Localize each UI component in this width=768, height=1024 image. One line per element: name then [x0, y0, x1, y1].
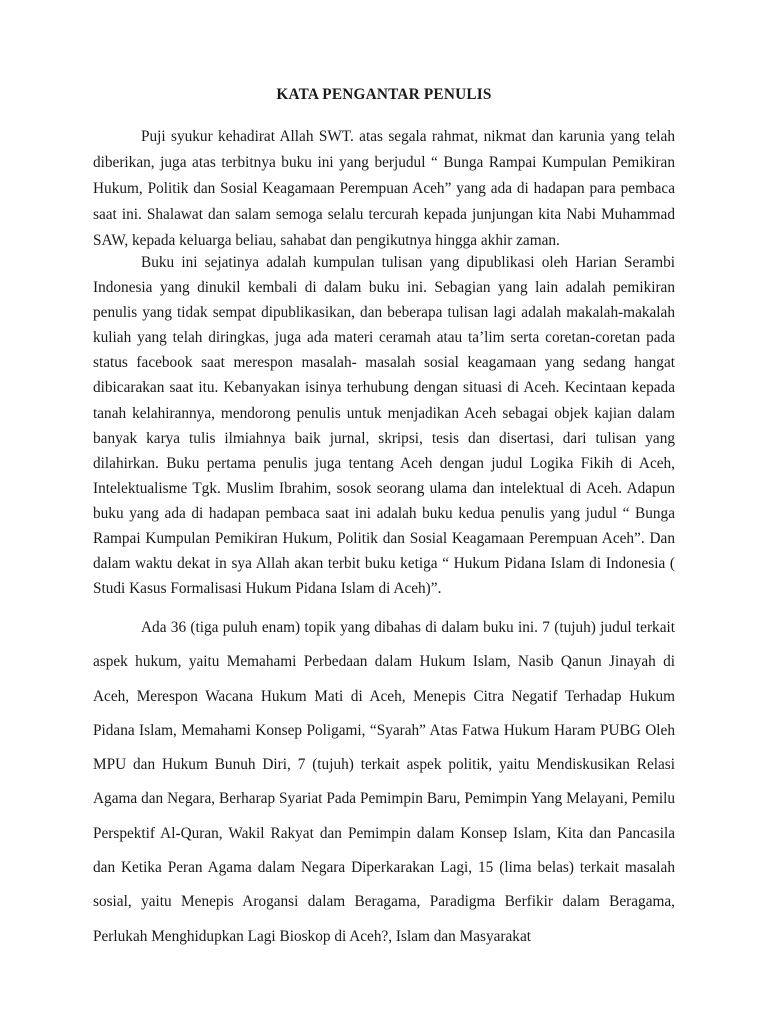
paragraph-2 — [93, 250, 675, 601]
paragraph-3 — [93, 611, 675, 954]
paragraph-2-text: Buku ini sejatinya adalah kumpulan tulisan yang dipublikasi oleh Harian Serambi Indonesia yang dinukil kembali di dalam buku ini. Sebagian yang lain adalah pemikiran penulis yang tidak sempat dipublikasikan, dan beberapa tulisan lagi adalah makalah-makalah kuliah yang telah diringkas, juga ada materi ceramah atau ta’lim serta coretan-coretan pada status facebook saat merespon masalah- masalah sosial keagamaan yang sedang hangat dibicarakan saat itu. Kebanyakan isinya terhubung dengan situasi di Aceh. Kecintaan kepada tanah kelahirannya, mendorong penulis untuk menjadikan Aceh sebagai objek kajian dalam banyak karya tulis ilmiahnya baik jurnal, skripsi, tesis dan disertasi, dari tulisan yang dilahirkan. Buku pertama penulis juga tentang Aceh dengan judul Logika Fikih di Aceh, Intelektualisme Tgk. Muslim Ibrahim, sosok seorang ulama dan intelektual di Aceh. Adapun buku yang ada di hadapan pembaca saat ini adalah buku kedua penulis yang judul “ Bunga Rampai Kumpulan Pemikiran Hukum, Politik dan Sosial Keagamaan Perempuan Aceh”. Dan dalam waktu dekat in sya Allah akan terbit buku ketiga “ Hukum Pidana Islam di Indonesia ( Studi Kasus Formalisasi Hukum Pidana Islam di Aceh)”. — [93, 254, 675, 598]
paragraph-1-text: Puji syukur kehadirat Allah SWT. atas segala rahmat, nikmat dan karunia yang telah diberikan, juga atas terbitnya buku ini yang berjudul “ Bunga Rampai Kumpulan Pemikiran Hukum, Politik dan Sosial Keagamaan Perempuan Aceh” yang ada di hadapan para pembaca saat ini. Shalawat dan salam semoga selalu tercurah kepada junjungan kita Nabi Muhammad SAW, kepada keluarga beliau, sahabat dan pengikutnya hingga akhir zaman. — [93, 128, 675, 249]
page-title: KATA PENGANTAR PENULIS — [276, 86, 492, 103]
paragraph-3-text: Ada 36 (tiga puluh enam) topik yang dibahas di dalam buku ini. 7 (tujuh) judul terkait aspek hukum, yaitu Memahami Perbedaan dalam Hukum Islam, Nasib Qanun Jinayah di Aceh, Merespon Wacana Hukum Mati di Aceh, Menepis Citra Negatif Terhadap Hukum Pidana Islam, Memahami Konsep Poligami, “Syarah” Atas Fatwa Hukum Haram PUBG Oleh MPU dan Hukum Bunuh Diri, 7 (tujuh) terkait aspek politik, yaitu Mendiskusikan Relasi Agama dan Negara, Berharap Syariat Pada Pemimpin Baru, Pemimpin Yang Melayani, Pemilu Perspektif Al-Quran, Wakil Rakyat dan Pemimpin dalam Konsep Islam, Kita dan Pancasila dan Ketika Peran Agama dalam Negara Diperkarakan Lagi, 15 (lima belas) terkait masalah sosial, yaitu Menepis Arogansi dalam Beragama, Paradigma Berfikir dalam Beragama, Perlukah Menghidupkan Lagi Bioskop di Aceh?, Islam dan Masyarakat — [93, 619, 675, 945]
paragraph-1 — [93, 124, 675, 254]
